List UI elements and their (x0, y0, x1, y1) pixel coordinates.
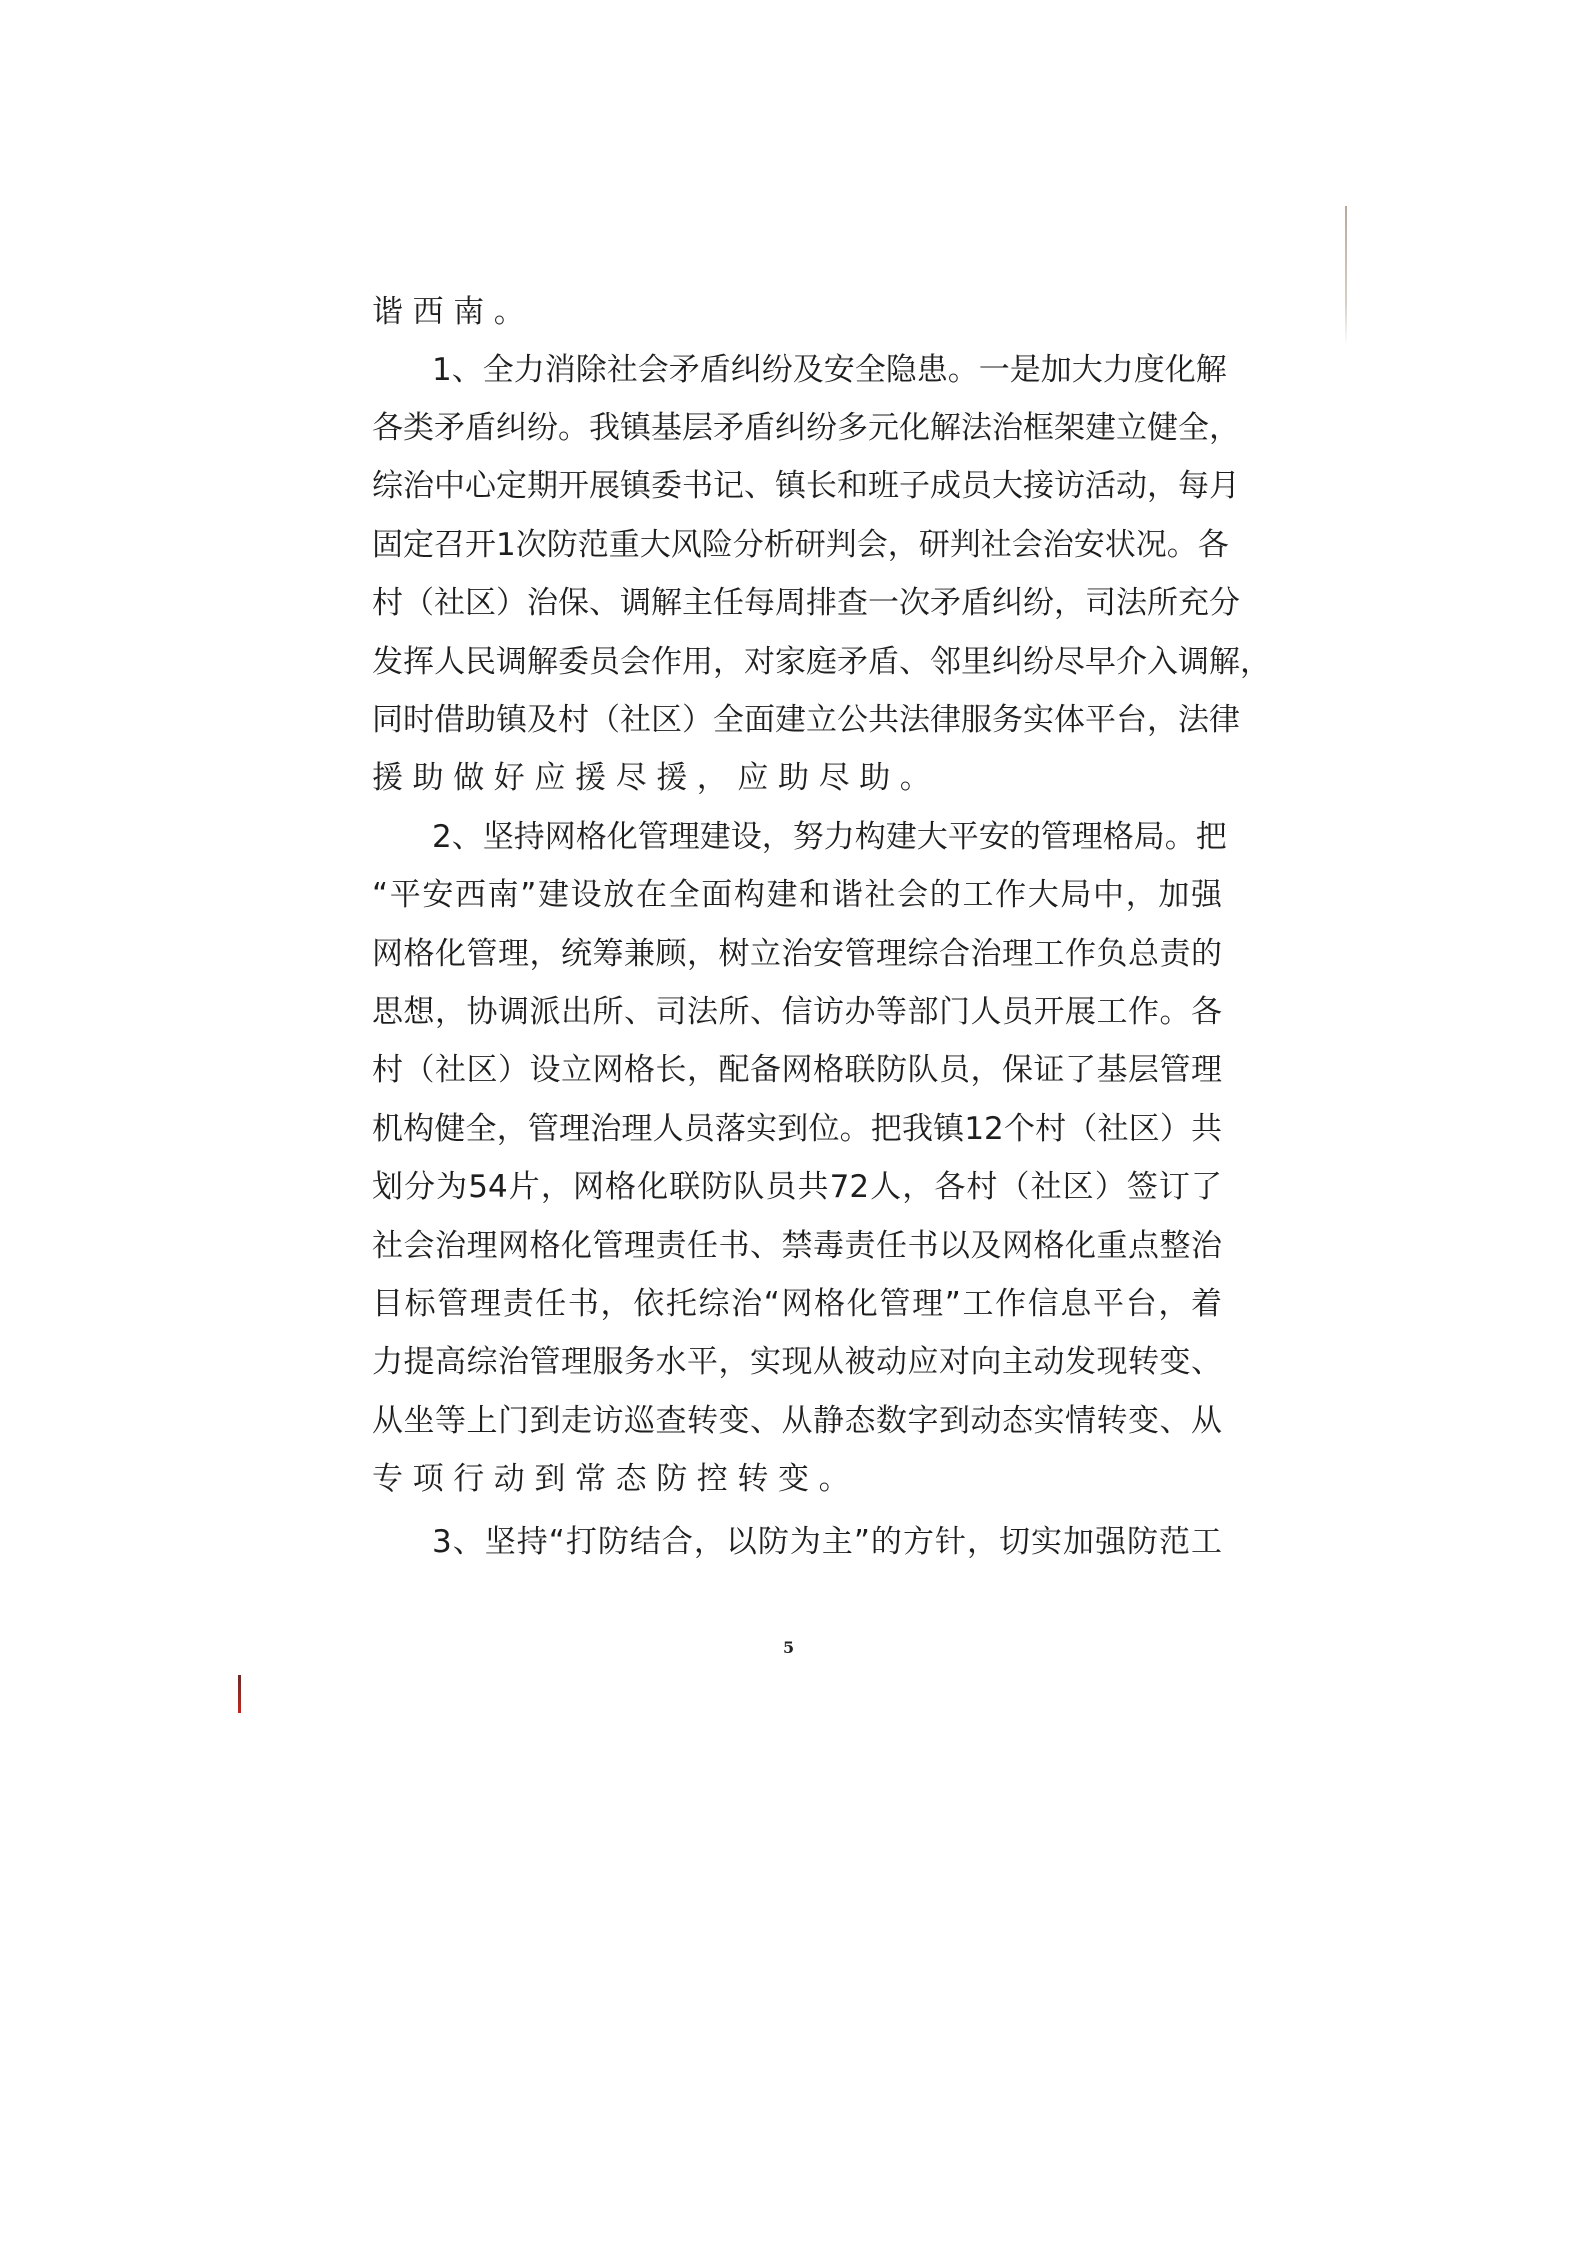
text-line: 3、坚持“打防结合，以防为主”的方针，切实加强防范工 (432, 1524, 1222, 1560)
scan-edge-mark (1345, 206, 1347, 346)
text-line: 同时借助镇及村（社区）全面建立公共法律服务实体平台，法律 (372, 702, 1240, 738)
text-line: 机构健全，管理治理人员落实到位。把我镇12个村（社区）共 (372, 1111, 1222, 1147)
text-line: 思想，协调派出所、司法所、信访办等部门人员开展工作。各 (372, 994, 1222, 1030)
text-line: 各类矛盾纠纷。我镇基层矛盾纠纷多元化解法治框架建立健全， (372, 410, 1240, 446)
text-line: 1、全力消除社会矛盾纠纷及安全隐患。一是加大力度化解 (432, 352, 1227, 388)
text-line: 社会治理网格化管理责任书、禁毒责任书以及网格化重点整治 (372, 1228, 1222, 1264)
page-number: 5 (783, 1638, 795, 1657)
text-line: 村（社区）治保、调解主任每周排查一次矛盾纠纷，司法所充分 (372, 585, 1240, 621)
text-line: 发挥人民调解委员会作用，对家庭矛盾、邻里纠纷尽早介入调解， (372, 644, 1271, 680)
text-line: 村（社区）设立网格长，配备网格联防队员，保证了基层管理 (372, 1052, 1222, 1088)
text-line: 固定召开1次防范重大风险分析研判会，研判社会治安状况。各 (372, 527, 1229, 563)
text-line: 综治中心定期开展镇委书记、镇长和班子成员大接访活动，每月 (372, 468, 1240, 504)
text-line: 援助做好应援尽援，应助尽助。 (372, 760, 941, 796)
text-line: 专项行动到常态防控转变。 (372, 1461, 860, 1497)
text-line: 划分为54片，网格化联防队员共72人，各村（社区）签订了 (372, 1169, 1222, 1205)
text-line: 力提高综治管理服务水平，实现从被动应对向主动发现转变、 (372, 1344, 1222, 1380)
text-line: 谐西南。 (372, 294, 535, 330)
text-line: “平安西南”建设放在全面构建和谐社会的工作大局中，加强 (372, 877, 1222, 913)
scan-edge-mark-red (238, 1675, 241, 1713)
text-line: 目标管理责任书，依托综治“网格化管理”工作信息平台，着 (372, 1286, 1222, 1322)
text-line: 网格化管理，统筹兼顾，树立治安管理综合治理工作负总责的 (372, 936, 1222, 972)
text-line: 从坐等上门到走访巡查转变、从静态数字到动态实情转变、从 (372, 1403, 1222, 1439)
text-line: 2、坚持网格化管理建设，努力构建大平安的管理格局。把 (432, 819, 1227, 855)
